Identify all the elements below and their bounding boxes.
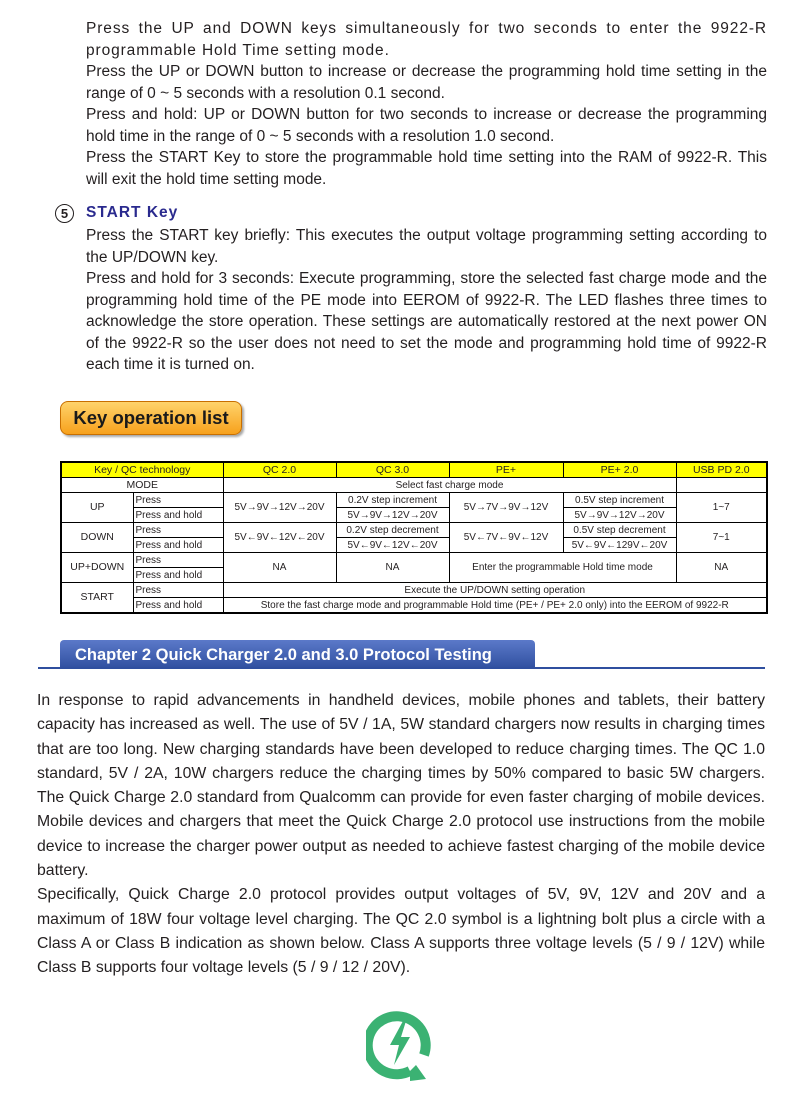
header-key-tech: Key / QC technology (61, 462, 223, 478)
down-press-label: Press (133, 523, 223, 538)
table-row (61, 583, 767, 598)
start-key-heading: START Key (86, 204, 179, 221)
intro-paragraph-3: Press and hold: UP or DOWN button for two seconds to increase or decrease the programming hold time in the range of 0 ~ 5 seconds with a resolution 1.0 second. (86, 106, 767, 145)
down-qc30-hold-cell: 5V←9V←12V←20V (336, 538, 449, 553)
table-row (61, 553, 767, 568)
table-row (61, 598, 767, 614)
down-qc20-cell: 5V←9V←12V←20V (223, 523, 336, 553)
start-hold-label: Press and hold (133, 598, 223, 614)
intro-paragraph-1: Press the UP and DOWN keys simultaneously for two seconds to enter the 9922-R programmable Hold Time setting mode. (86, 20, 767, 59)
body-paragraph-1: In response to rapid advancements in handheld devices, mobile phones and tablets, their battery capacity has increased as well. The use of 5V / 1A, 5W standard chargers now results in charging times that are too long. New charging standards have been developed to reduce charging times. The QC 1.0 standard, 5V / 2A, 10W chargers reduce the charging times by 50% compared to basic 5W chargers. The Quick Charge 2.0 standard from Qualcomm can provide for even faster charging of mobile devices. Mobile devices and chargers that meet the Quick Charge 2.0 protocol use instructions from the mobile device to increase the charger power output as needed to achieve fastest charging of the mobile device battery. (37, 692, 765, 880)
chapter-divider (38, 667, 765, 669)
key-operation-table (60, 461, 768, 614)
up-pe-cell: 5V→7V→9V→12V (449, 493, 563, 523)
updown-press-label: Press (133, 553, 223, 568)
updown-qc30-cell: NA (336, 553, 449, 583)
up-press-label: Press (133, 493, 223, 508)
updown-pe-cell: Enter the programmable Hold time mode (449, 553, 676, 583)
up-hold-label: Press and hold (133, 508, 223, 523)
down-hold-label: Press and hold (133, 538, 223, 553)
up-usbpd-cell: 1~7 (676, 493, 767, 523)
up-qc20-cell: 5V→9V→12V→20V (223, 493, 336, 523)
key-operation-list-label: Key operation list (60, 401, 242, 435)
chapter-body (37, 689, 765, 981)
start-key-paragraph-2: Press and hold for 3 seconds: Execute programming, store the selected fast charge mode and the programming hold time of the PE mode into EEROM of 9922-R. The LED flashes three times to acknowledge the store operation. These settings are automatically restored at the next power ON of the 9922-R so the user does not need to set the mode and programming hold time of 9922-R each time it is turned on. (86, 270, 767, 373)
down-qc30-press-cell: 0.2V step decrement (336, 523, 449, 538)
start-press-cell: Execute the UP/DOWN setting operation (223, 583, 767, 598)
table-row (61, 523, 767, 538)
updown-key-label: UP+DOWN (61, 553, 133, 583)
up-pe20-press-cell: 0.5V step increment (563, 493, 676, 508)
start-key-description (86, 225, 767, 376)
intro-paragraph-2: Press the UP or DOWN button to increase or decrease the programming hold time setting in the range of 0 ~ 5 seconds with a resolution 0.1 second. (86, 63, 767, 102)
table-row (61, 508, 767, 523)
body-paragraph-2: Specifically, Quick Charge 2.0 protocol provides output voltages of 5V, 9V, 12V and 20V and a maximum of 18W four voltage level charging. The QC 2.0 symbol is a lightning bolt plus a circle with a Class A or Class B indication as shown below. Class A supports three voltage levels (5 / 9 / 12V) while Class B supports four voltage levels (5 / 9 / 12 / 20V). (37, 886, 765, 977)
intro-paragraph-4: Press the START Key to store the programmable hold time setting into the RAM of 9922-R. This will exit the hold time setting mode. (86, 149, 767, 188)
up-qc30-hold-cell: 5V→9V→12V→20V (336, 508, 449, 523)
table-row (61, 478, 767, 493)
step-number-badge: 5 (55, 204, 74, 223)
header-pe: PE+ (449, 462, 563, 478)
down-usbpd-cell: 7~1 (676, 523, 767, 553)
down-pe20-hold-cell: 5V←9V←129V←20V (563, 538, 676, 553)
updown-hold-label: Press and hold (133, 568, 223, 583)
mode-label: MODE (61, 478, 223, 493)
up-qc30-press-cell: 0.2V step increment (336, 493, 449, 508)
down-pe-cell: 5V←7V←9V←12V (449, 523, 563, 553)
start-key-paragraph-1: Press the START key briefly: This executes the output voltage programming setting according to the UP/DOWN key. (86, 227, 767, 266)
up-key-label: UP (61, 493, 133, 523)
start-press-label: Press (133, 583, 223, 598)
down-pe20-press-cell: 0.5V step decrement (563, 523, 676, 538)
table-header-row (61, 462, 767, 478)
table-row (61, 538, 767, 553)
updown-usbpd-cell: NA (676, 553, 767, 583)
up-pe20-hold-cell: 5V→9V→12V→20V (563, 508, 676, 523)
updown-qc20-cell: NA (223, 553, 336, 583)
header-pe20: PE+ 2.0 (563, 462, 676, 478)
quick-charge-logo-icon (366, 1005, 432, 1085)
mode-usbpd-empty (676, 478, 767, 493)
start-key-label: START (61, 583, 133, 614)
chapter-title: Chapter 2 Quick Charger 2.0 and 3.0 Protocol Testing (60, 640, 535, 669)
header-qc30: QC 3.0 (336, 462, 449, 478)
table-row (61, 493, 767, 508)
header-qc20: QC 2.0 (223, 462, 336, 478)
mode-value: Select fast charge mode (223, 478, 676, 493)
down-key-label: DOWN (61, 523, 133, 553)
header-usbpd: USB PD 2.0 (676, 462, 767, 478)
start-hold-cell: Store the fast charge mode and programmable Hold time (PE+ / PE+ 2.0 only) into the EEROM of 9922-R (223, 598, 767, 614)
hold-time-instructions (86, 18, 767, 190)
